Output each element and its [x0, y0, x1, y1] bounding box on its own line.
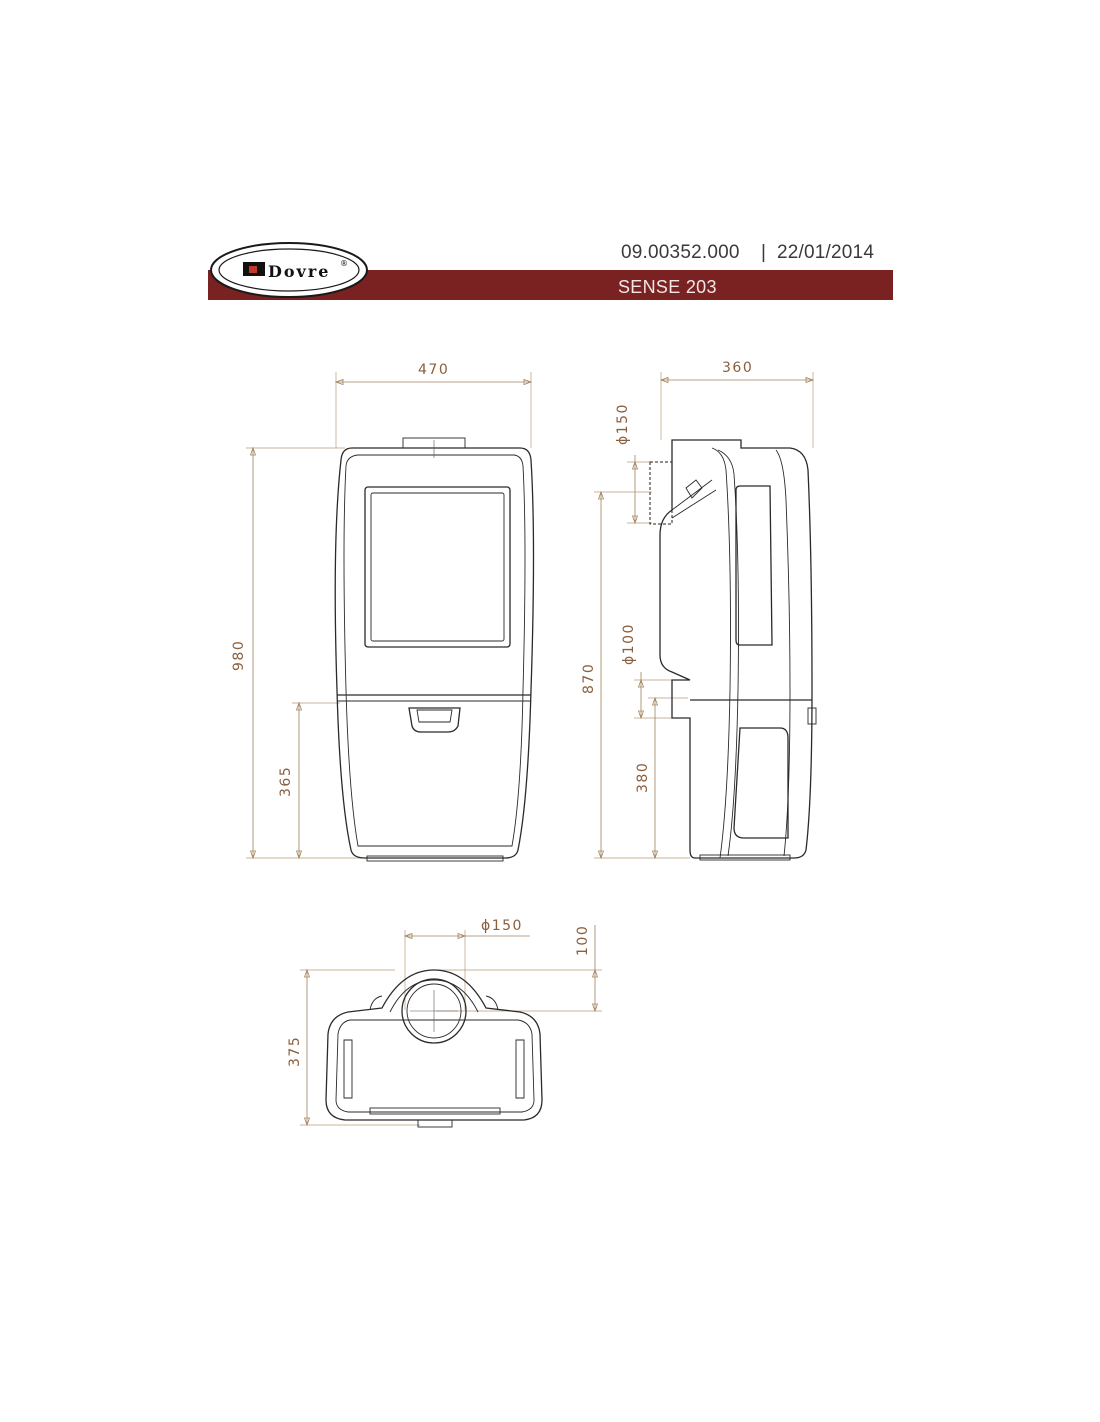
top-flue-diameter-label: ϕ150	[481, 918, 523, 934]
side-outlet-diameter-label: ϕ100	[621, 623, 637, 665]
model-name: SENSE 203	[618, 277, 717, 297]
front-door-handle	[409, 708, 460, 732]
front-glass-window	[365, 487, 510, 647]
side-view	[581, 360, 816, 860]
dovre-logo	[211, 243, 367, 297]
header	[208, 242, 893, 300]
top-view	[287, 918, 602, 1127]
logo-text: Dovre	[268, 262, 331, 281]
header-separator: |	[761, 242, 767, 263]
doc-date: 22/01/2014	[777, 242, 875, 263]
front-door-height-label: 365	[278, 765, 294, 797]
front-height-label: 980	[231, 639, 247, 671]
top-flue-offset-label: 100	[575, 924, 591, 956]
side-flue-diameter-label: ϕ150	[615, 403, 631, 445]
top-depth-label: 375	[287, 1035, 303, 1067]
logo-registered-mark: ®	[340, 259, 348, 268]
side-rear-flue-pipe	[650, 462, 672, 524]
side-flue-height-label: 870	[581, 662, 597, 694]
side-outlet-height-label: 380	[635, 761, 651, 793]
front-view	[231, 362, 534, 861]
front-width-label: 470	[418, 362, 450, 378]
side-depth-label: 360	[722, 360, 754, 376]
doc-number: 09.00352.000	[621, 242, 740, 263]
